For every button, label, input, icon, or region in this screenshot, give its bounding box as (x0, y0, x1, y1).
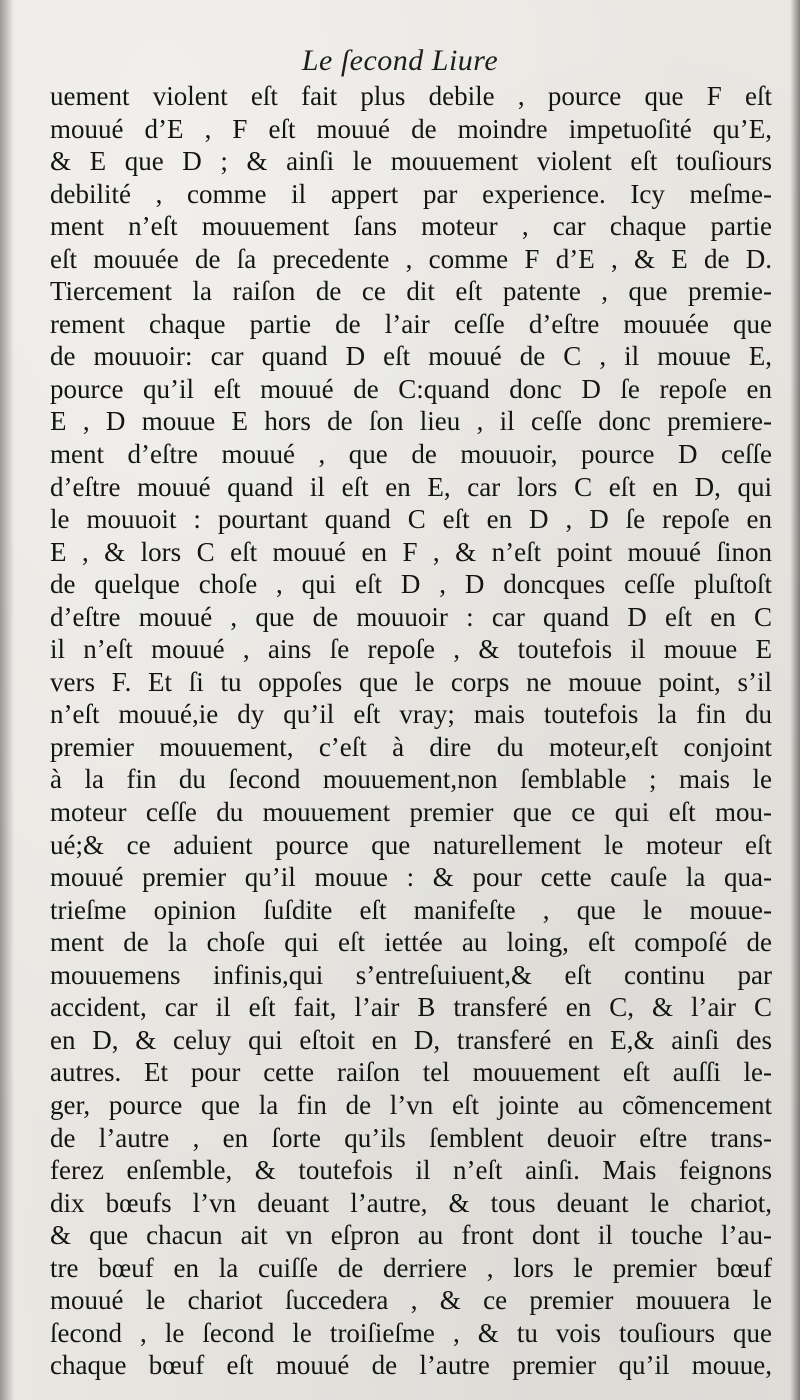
text-line: ment de la choſe qui eſt iettée au loing, eſt compoſé de (50, 927, 772, 958)
text-line: ſecond , le ſecond le troiſieſme , & tu vois touſiours que (50, 1317, 772, 1348)
text-line: à la fin du ſecond mouuement,non ſemblable ; mais le (50, 764, 772, 795)
text-line: dix bœufs l’vn deuant l’autre, & tous deuant le chariot, (50, 1187, 772, 1218)
text-line: mouué le chariot ſuccedera , & ce premier mouuera le (50, 1285, 772, 1316)
text-line: mouuemens infinis,qui s’entreſuiuent,& eſt continu par (50, 959, 772, 990)
text-line: tre bœuf en la cuiſſe de derriere , lors le premier bœuf (50, 1252, 772, 1283)
text-line: n’eſt mouué,ie dy qu’il eſt vray; mais toutefois la fin du (50, 699, 772, 730)
text-line: d’eſtre mouué , que de mouuoir : car quand D eſt en C (50, 601, 772, 632)
text-line: de quelque choſe , qui eſt D , D doncques ceſſe pluſtoſt (50, 569, 772, 600)
text-line: ger, pource que la fin de l’vn eſt jointe au cõmencement (50, 1089, 772, 1120)
text-line: ment n’eſt mouuement ſans moteur , car chaque partie (50, 211, 772, 242)
text-line: Tiercement la raiſon de ce dit eſt patente , que premie- (50, 276, 772, 307)
text-line: de mouuoir: car quand D eſt mouué de C , il mouue E, (50, 341, 772, 372)
text-line: & E que D ; & ainſi le mouuement violent eſt touſiours (50, 146, 772, 177)
text-line: de l’autre , en ſorte qu’ils ſemblent deuoir eſtre trans- (50, 1122, 772, 1153)
text-line: ment d’eſtre mouué , que de mouuoir, pource D ceſſe (50, 439, 772, 470)
text-line: trieſme opinion ſuſdite eſt manifeſte , que le mouue- (50, 894, 772, 925)
text-line: debilité , comme il appert par experience. Icy meſme- (50, 178, 772, 209)
text-line: mouué premier qu’il mouue : & pour cette cauſe la qua- (50, 862, 772, 893)
text-line: pource qu’il eſt mouué de C:quand donc D ſe repoſe en (50, 373, 772, 404)
page-body-text (50, 80, 772, 1382)
text-line: mouué d’E , F eſt mouué de moindre impetuoſité qu’E, (50, 113, 772, 144)
text-line: il n’eſt mouué , ains ſe repoſe , & toutefois il mouue E (50, 634, 772, 665)
text-line: ferez enſemble, & toutefois il n’eſt ainſi. Mais feignons (50, 1155, 772, 1186)
text-line: E , & lors C eſt mouué en F , & n’eſt point mouué ſinon (50, 536, 772, 567)
text-line: eſt mouuée de ſa precedente , comme F d’E , & E de D. (50, 243, 772, 274)
text-line: vers F. Et ſi tu oppoſes que le corps ne mouue point, s’il (50, 666, 772, 697)
text-line: le mouuoit : pourtant quand C eſt en D , D ſe repoſe en (50, 504, 772, 535)
running-head: Le ſecond Liure (301, 44, 499, 77)
text-line: premier mouuement, c’eſt à dire du moteur,eſt conjoint (50, 731, 772, 762)
text-line: E , D mouue E hors de ſon lieu , il ceſſe donc premiere- (50, 406, 772, 437)
text-line: en D, & celuy qui eſtoit en D, transferé en E,& ainſi des (50, 1024, 772, 1055)
text-line: uement violent eſt fait plus debile , pource que F eſt (50, 81, 772, 111)
text-line: rement chaque partie de l’air ceſſe d’eſtre mouuée que (50, 308, 772, 339)
text-line: ué;& ce aduient pource que naturellement le moteur eſt (50, 829, 772, 860)
text-line: moteur ceſſe du mouuement premier que ce qui eſt mou- (50, 797, 772, 828)
text-line: accident, car il eſt fait, l’air B transferé en C, & l’air C (50, 992, 772, 1023)
text-line: autres. Et pour cette raiſon tel mouuement eſt auſſi le- (50, 1057, 772, 1088)
text-line: & que chacun ait vn eſpron au front dont il touche l’au- (50, 1220, 772, 1251)
text-line: d’eſtre mouué quand il eſt en E, car lors C eſt en D, qui (50, 471, 772, 502)
text-line: chaque bœuf eſt mouué de l’autre premier qu’il mouue, (50, 1350, 772, 1381)
